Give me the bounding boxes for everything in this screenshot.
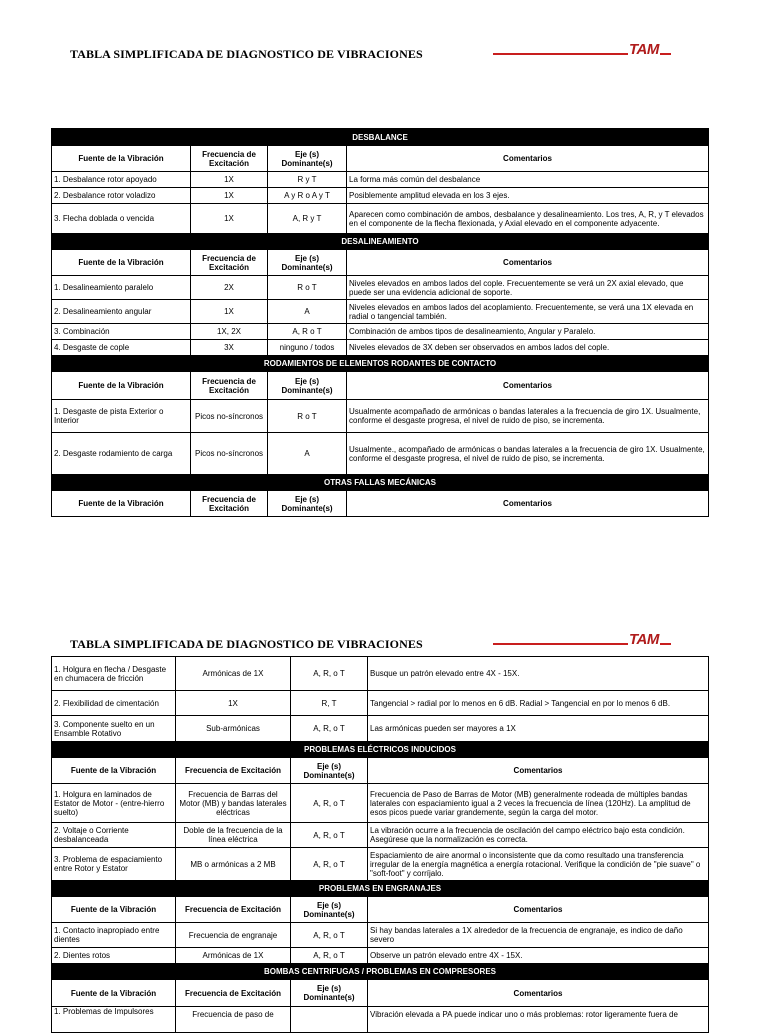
tam-logo: TAM: [629, 41, 659, 58]
header-frecuencia: Frecuencia de Excitación: [191, 491, 268, 517]
frequency-cell: Picos no-síncronos: [191, 433, 268, 475]
source-cell: 1. Desalineamiento paralelo: [52, 276, 191, 300]
source-cell: 3. Problema de espaciamiento entre Rotor y Estator: [52, 848, 176, 881]
table-row: [52, 433, 709, 475]
header-comentarios: Comentarios: [347, 372, 709, 400]
header-eje: Eje (s) Dominante(s): [268, 372, 347, 400]
table-row: [52, 300, 709, 324]
header-eje: Eje (s) Dominante(s): [291, 897, 368, 923]
section-title-otras: OTRAS FALLAS MECÁNICAS: [52, 475, 709, 491]
header-fuente: Fuente de la Vibración: [52, 980, 176, 1007]
table-row: [52, 691, 709, 716]
axis-cell: A: [268, 300, 347, 324]
header-frecuencia: Frecuencia de Excitación: [176, 897, 291, 923]
source-cell: 2. Flexibilidad de cimentación: [52, 691, 176, 716]
source-cell: 2. Dientes rotos: [52, 948, 176, 964]
frequency-cell: Armónicas de 1X: [176, 948, 291, 964]
header-fuente: Fuente de la Vibración: [52, 758, 176, 784]
table-row: [52, 784, 709, 823]
table-header-row: [52, 758, 709, 784]
header-eje: Eje (s) Dominante(s): [268, 250, 347, 276]
comment-cell: Frecuencia de Paso de Barras de Motor (MB) generalmente rodeada de múltiples bandas laterales con espaciamiento igual a 2 veces la frecuencia de línea (120Hz). La amplitud de esos picos puede variar grandemente, según la carga del motor.: [368, 784, 709, 823]
source-cell: 1. Desgaste de pista Exterior o Interior: [52, 400, 191, 433]
header-comentarios: Comentarios: [368, 897, 709, 923]
diagnostic-table-1: [51, 128, 709, 517]
source-cell: 1. Problemas de Impulsores: [52, 1007, 176, 1033]
header-comentarios: Comentarios: [347, 250, 709, 276]
axis-cell: R o T: [268, 276, 347, 300]
axis-cell: R y T: [268, 172, 347, 188]
section-title-engranajes: PROBLEMAS EN ENGRANAJES: [52, 881, 709, 897]
source-cell: 2. Desalineamiento angular: [52, 300, 191, 324]
table-row: [52, 324, 709, 340]
frequency-cell: Frecuencia de paso de: [176, 1007, 291, 1033]
source-cell: 2. Voltaje o Corriente desbalanceada: [52, 823, 176, 848]
source-cell: 3. Componente suelto en un Ensamble Rotativo: [52, 716, 176, 742]
table-row: [52, 204, 709, 234]
comment-cell: Si hay bandas laterales a 1X alrededor de la frecuencia de engranaje, es indico de daño severo: [368, 923, 709, 948]
frequency-cell: Armónicas de 1X: [176, 657, 291, 691]
source-cell: 1. Contacto inapropiado entre dientes: [52, 923, 176, 948]
axis-cell: [291, 1007, 368, 1033]
comment-cell: Niveles elevados de 3X deben ser observados en ambos lados del cople.: [347, 340, 709, 356]
comment-cell: Niveles elevados en ambos lados del acoplamiento. Frecuentemente, se verá una 1X elevada en radial o tangencial también.: [347, 300, 709, 324]
header-fuente: Fuente de la Vibración: [52, 372, 191, 400]
table-row: [52, 1007, 709, 1033]
page-title: TABLA SIMPLIFICADA DE DIAGNOSTICO DE VIBRACIONES: [70, 637, 423, 651]
comment-cell: Vibración elevada a PA puede indicar uno o más problemas: rotor ligeramente fuera de: [368, 1007, 709, 1033]
page-header-1: [0, 37, 768, 67]
header-comentarios: Comentarios: [347, 491, 709, 517]
frequency-cell: Picos no-síncronos: [191, 400, 268, 433]
table-row: [52, 172, 709, 188]
comment-cell: Usualmente., acompañado de armónicas o bandas laterales a la frecuencia de giro 1X. Usualmente, conforme el desgaste progresa, el nivel de ruido de piso, se incrementa.: [347, 433, 709, 475]
table-row: [52, 823, 709, 848]
frequency-cell: 1X, 2X: [191, 324, 268, 340]
frequency-cell: 1X: [191, 300, 268, 324]
section-title-rodamientos: RODAMIENTOS DE ELEMENTOS RODANTES DE CONTACTO: [52, 356, 709, 372]
header-fuente: Fuente de la Vibración: [52, 491, 191, 517]
table-header-row: [52, 491, 709, 517]
header-frecuencia: Frecuencia de Excitación: [191, 146, 268, 172]
source-cell: 3. Combinación: [52, 324, 191, 340]
axis-cell: ninguno / todos: [268, 340, 347, 356]
header-comentarios: Comentarios: [368, 980, 709, 1007]
comment-cell: Aparecen como combinación de ambos, desbalance y desalineamiento. Los tres, A, R, y T elevados en el componente de la flecha flexionada, y Axial elevado en el componente adyacente.: [347, 204, 709, 234]
axis-cell: A, R, o T: [291, 716, 368, 742]
frequency-cell: Frecuencia de engranaje: [176, 923, 291, 948]
header-frecuencia: Frecuencia de Excitación: [191, 250, 268, 276]
section-title-desalineamiento: DESALINEAMIENTO: [52, 234, 709, 250]
comment-cell: Tangencial > radial por lo menos en 6 dB. Radial > Tangencial en por lo menos 6 dB.: [368, 691, 709, 716]
header-frecuencia: Frecuencia de Excitación: [176, 758, 291, 784]
axis-cell: A, R, o T: [291, 784, 368, 823]
table-row: [52, 948, 709, 964]
axis-cell: A, R o T: [268, 324, 347, 340]
header-frecuencia: Frecuencia de Excitación: [176, 980, 291, 1007]
comment-cell: Busque un patrón elevado entre 4X - 15X.: [368, 657, 709, 691]
table-row: [52, 657, 709, 691]
axis-cell: A: [268, 433, 347, 475]
table-row: [52, 848, 709, 881]
header-fuente: Fuente de la Vibración: [52, 250, 191, 276]
comment-cell: Espaciamiento de aire anormal o inconsistente que da como resultado una transferencia irregular de la energía magnética a energía rotacional. Verifique la condición de "pie suave" o "soft-foot" y corríjalo.: [368, 848, 709, 881]
source-cell: 1. Desbalance rotor apoyado: [52, 172, 191, 188]
axis-cell: A, R, o T: [291, 948, 368, 964]
header-eje: Eje (s) Dominante(s): [291, 758, 368, 784]
page-title: TABLA SIMPLIFICADA DE DIAGNOSTICO DE VIBRACIONES: [70, 47, 423, 61]
frequency-cell: Sub-armónicas: [176, 716, 291, 742]
axis-cell: A y R o A y T: [268, 188, 347, 204]
table-header-row: [52, 980, 709, 1007]
axis-cell: R, T: [291, 691, 368, 716]
diagnostic-table-2: [51, 656, 709, 1033]
frequency-cell: 3X: [191, 340, 268, 356]
frequency-cell: Frecuencia de Barras del Motor (MB) y bandas laterales eléctricas: [176, 784, 291, 823]
header-comentarios: Comentarios: [368, 758, 709, 784]
comment-cell: La forma más común del desbalance: [347, 172, 709, 188]
table-header-row: [52, 372, 709, 400]
comment-cell: Combinación de ambos tipos de desalineamiento, Angular y Paralelo.: [347, 324, 709, 340]
table-header-row: [52, 250, 709, 276]
header-eje: Eje (s) Dominante(s): [291, 980, 368, 1007]
table-row: [52, 923, 709, 948]
frequency-cell: 2X: [191, 276, 268, 300]
header-frecuencia: Frecuencia de Excitación: [191, 372, 268, 400]
frequency-cell: MB o armónicas a 2 MB: [176, 848, 291, 881]
tam-logo: TAM: [629, 631, 659, 648]
table-row: [52, 188, 709, 204]
frequency-cell: 1X: [176, 691, 291, 716]
comment-cell: Usualmente acompañado de armónicas o bandas laterales a la frecuencia de giro 1X. Usualmente, conforme el desgaste progresa, el nivel de ruido de piso, se incrementa.: [347, 400, 709, 433]
table-header-row: [52, 146, 709, 172]
frequency-cell: 1X: [191, 172, 268, 188]
header-eje: Eje (s) Dominante(s): [268, 146, 347, 172]
axis-cell: A, R y T: [268, 204, 347, 234]
table-row: [52, 716, 709, 742]
table-row: [52, 276, 709, 300]
header-fuente: Fuente de la Vibración: [52, 897, 176, 923]
comment-cell: Posiblemente amplitud elevada en los 3 ejes.: [347, 188, 709, 204]
header-eje: Eje (s) Dominante(s): [268, 491, 347, 517]
frequency-cell: Doble de la frecuencia de la línea eléctrica: [176, 823, 291, 848]
source-cell: 3. Flecha doblada o vencida: [52, 204, 191, 234]
table-row: [52, 400, 709, 433]
source-cell: 1. Holgura en laminados de Estator de Motor - (entre-hierro suelto): [52, 784, 176, 823]
axis-cell: A, R, o T: [291, 848, 368, 881]
comment-cell: Observe un patrón elevado entre 4X - 15X.: [368, 948, 709, 964]
section-title-bombas: BOMBAS CENTRIFUGAS / PROBLEMAS EN COMPRESORES: [52, 964, 709, 980]
source-cell: 2. Desbalance rotor voladizo: [52, 188, 191, 204]
table-row: [52, 340, 709, 356]
source-cell: 2. Desgaste rodamiento de carga: [52, 433, 191, 475]
source-cell: 4. Desgaste de cople: [52, 340, 191, 356]
header-comentarios: Comentarios: [347, 146, 709, 172]
axis-cell: A, R, o T: [291, 657, 368, 691]
axis-cell: A, R, o T: [291, 923, 368, 948]
comment-cell: Niveles elevados en ambos lados del cople. Frecuentemente se verá un 2X axial elevado, que puede ser una evidencia adicional de soporte.: [347, 276, 709, 300]
section-title-desbalance: DESBALANCE: [52, 129, 709, 146]
section-title-electricos: PROBLEMAS ELÉCTRICOS INDUCIDOS: [52, 742, 709, 758]
comment-cell: La vibración ocurre a la frecuencia de oscilación del campo eléctrico bajo esta condición. Asegúrese que la normalización es correcta.: [368, 823, 709, 848]
source-cell: 1. Holgura en flecha / Desgaste en chumacera de fricción: [52, 657, 176, 691]
table-header-row: [52, 897, 709, 923]
header-fuente: Fuente de la Vibración: [52, 146, 191, 172]
comment-cell: Las armónicas pueden ser mayores a 1X: [368, 716, 709, 742]
frequency-cell: 1X: [191, 188, 268, 204]
frequency-cell: 1X: [191, 204, 268, 234]
axis-cell: A, R, o T: [291, 823, 368, 848]
axis-cell: R o T: [268, 400, 347, 433]
page-header-2: [0, 627, 768, 657]
